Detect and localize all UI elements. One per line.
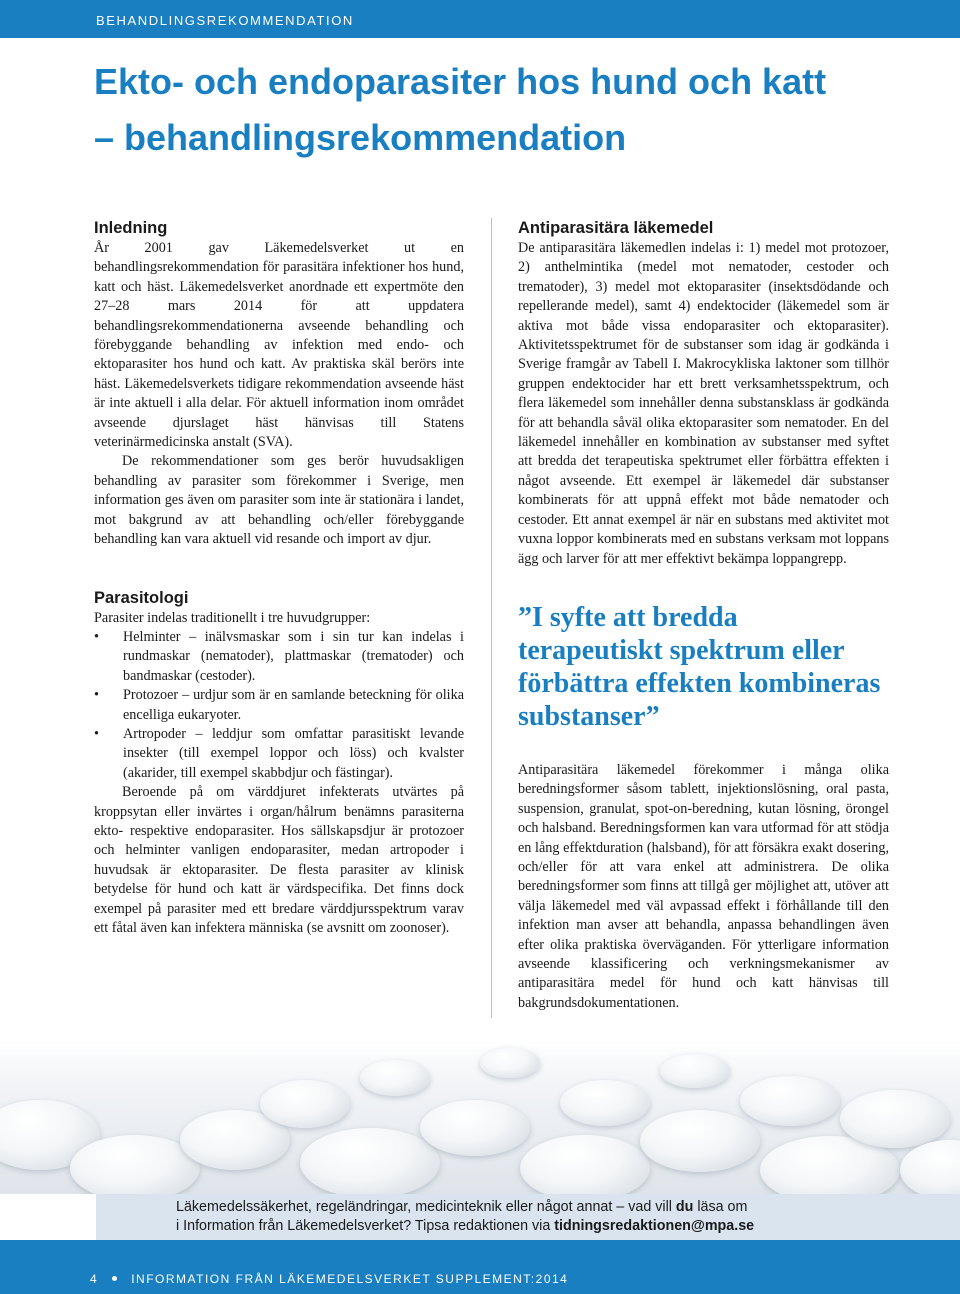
list-item: • Helminter – inälvsmaskar som i sin tur kan indelas i rundmaskar (nematoder), plattmaskar (trematoder) och bandmaskar (cestoder). [94, 628, 464, 686]
list-item: • Protozoer – urdjur som är en samlande beteckning för olika encelliga eukaryoter. [94, 686, 464, 725]
paragraph-intro-1: År 2001 gav Läkemedelsverket ut en behandlingsrekommendation för parasitära infektioner hos hund, katt och häst. Läkemedelsverket anordnade ett expertmöte den 27–28 mars 2014 för att uppdatera behandlingsrekommendationerna avseende behandling och förebyggande behandling av infektion med endo- och ektoparasiter hos hund och katt. Av praktiska skäl berörs inte häst. Läkemedelsverkets tidigare rekommendation avseende häst är inte aktuell i alla delar. För aktuell information inom området avseende djurslaget häst hänvisas till Statens veterinärmedicinska anstalt (SVA). [94, 240, 464, 451]
pull-quote: ”I syfte att bredda terapeutiskt spektrum eller förbättra effekten kombineras substanser” [518, 601, 881, 732]
paragraph-anti-2: Antiparasitära läkemedel förekommer i många olika beredningsformer såsom tablett, injektionslösning, oral pasta, suspension, granulat, spot-on-beredning, kutan lösning, örongel och halsband. Beredningsformen kan vara utformad för att stödja en lång effektduration (halsband), för att försäkra exakt dosering, och/eller för att vara enkel att administrera. De olika beredningsformer som finns att tillgå ger möjlighet att, utöver att välja läkemedel med väl avpassad effekt i förhållande till den infektion man avser att behandla, anpassa behandlingen även efter olika praktiska överväganden. För ytterligare information avseende klassificering och verkningsmekanismer av antiparasitära medel för hund och katt hänvisas till bakgrundsdokumentationen. [518, 761, 889, 1011]
bullet-separator [112, 1276, 117, 1281]
left-column [94, 218, 464, 938]
pill-image [560, 1080, 650, 1126]
banner-emphasis: du [675, 1199, 694, 1215]
pills-photo [0, 1040, 960, 1194]
pill-image [420, 1100, 530, 1156]
pill-image [660, 1054, 730, 1088]
pill-image [480, 1048, 540, 1078]
heading-parasitologi: Parasitologi [94, 588, 189, 607]
page-number: 4 [90, 1272, 99, 1286]
title-line-2: – behandlingsrekommendation [94, 117, 627, 158]
title-line-1: Ekto- och endoparasiter hos hund och katt [94, 61, 827, 102]
pill-image [360, 1060, 430, 1096]
footer-bar [0, 1240, 960, 1294]
spacer [94, 550, 464, 588]
pill-image [900, 1140, 960, 1194]
list-item: • Artropoder – leddjur som omfattar parasitiskt levande insekter (till exempel loppor och löss) och kvalster (akarider, till exempel skabbdjur och fästingar). [94, 725, 464, 783]
section-header-bar [0, 0, 960, 38]
paragraph-parasitologi-body: Beroende på om värddjuret infekterats utvärtes på kroppsytan eller invärtes i organ/hålrum benämns parasiterna ekto- respektive endoparasiter. Hos sällskapsdjur är protozoer och helminter vanligen endoparasiter, medan artropoder i huvudsak är ektoparasiter. De flesta parasiter av klinisk betydelse för hund och katt är värdspecifika. Det finns dock exempel på parasiter med ett bredare värddjursspektrum varav ett fåtal även kan infektera människa (se avsnitt om zoonoser). [94, 784, 464, 936]
pill-image [300, 1128, 440, 1194]
banner-text: läsa om [693, 1199, 748, 1215]
pill-image [260, 1080, 350, 1128]
section-label: BEHANDLINGSREKOMMENDATION [96, 13, 354, 28]
pill-image [740, 1076, 840, 1126]
column-divider [491, 218, 492, 1018]
pill-image [840, 1090, 950, 1148]
heading-antiparasitara: Antiparasitära läkemedel [518, 219, 714, 237]
tip-banner [96, 1194, 960, 1240]
pill-image [640, 1110, 760, 1172]
publication-name: INFORMATION FRÅN LÄKEMEDELSVERKET SUPPLEMENT:2014 [131, 1272, 569, 1286]
paragraph-anti-1: De antiparasitära läkemedlen indelas i: 1) medel mot protozoer, 2) anthelmintika (medel mot nematoder, cestoder och trematoder), 3) medel mot ektoparasiter (insektsdödande och repellerande medel), samt 4) endektocider (läkemedel som är aktiva mot både vissa endoparasiter och ektoparasiter). Aktivitetsspektrumet för de substanser som idag är godkända i Sverige framgår av Tabell I. Makrocykliska laktoner som tillhör gruppen endektocider har ett brett verksamhetsspektrum, och flera läkemedel som innehåller denna substansklass är godkända för att behandla såväl olika ektoparasiter som nematoder. En del läkemedel innehåller en kombination av substanser med syftet att bredda det terapeutiska spektrumet eller förbättra effekten i något avseende. Ett exempel är läkemedel där substanser kombinerats för att uppnå effekt mot både nematoder och cestoder. Ett annat exempel är när en substans med aktivitet mot vuxna loppor kombinerats med en substans verksam mot loppans ägg och larver för att mer effektivt bekämpa loppangrepp. [518, 240, 889, 567]
banner-line-2 [176, 1217, 960, 1236]
page-title [94, 54, 914, 166]
footer-text [90, 1272, 568, 1286]
banner-line-1 [176, 1198, 960, 1217]
heading-inledning: Inledning [94, 219, 168, 237]
parasite-groups-list [94, 628, 464, 783]
paragraph-parasitologi-lead: Parasiter indelas traditionellt i tre huvudgrupper: [94, 609, 371, 626]
right-column [518, 218, 889, 1013]
banner-email-link[interactable]: tidningsredaktionen@mpa.se [554, 1218, 755, 1234]
banner-text: Läkemedelssäkerhet, regeländringar, medicinteknik eller något annat – vad vill [176, 1199, 676, 1215]
pill-image [520, 1135, 650, 1194]
paragraph-intro-2: De rekommendationer som ges berör huvudsakligen behandling av parasiter som förekommer i Sverige, men information ges även om parasiter som inte är stationära i landet, mot bakgrund av att behandling och/eller förebyggande behandling kan vara aktuell vid resande och import av djur. [94, 453, 464, 548]
banner-text: i Information från Läkemedelsverket? Tipsa redaktionen via [176, 1218, 555, 1234]
